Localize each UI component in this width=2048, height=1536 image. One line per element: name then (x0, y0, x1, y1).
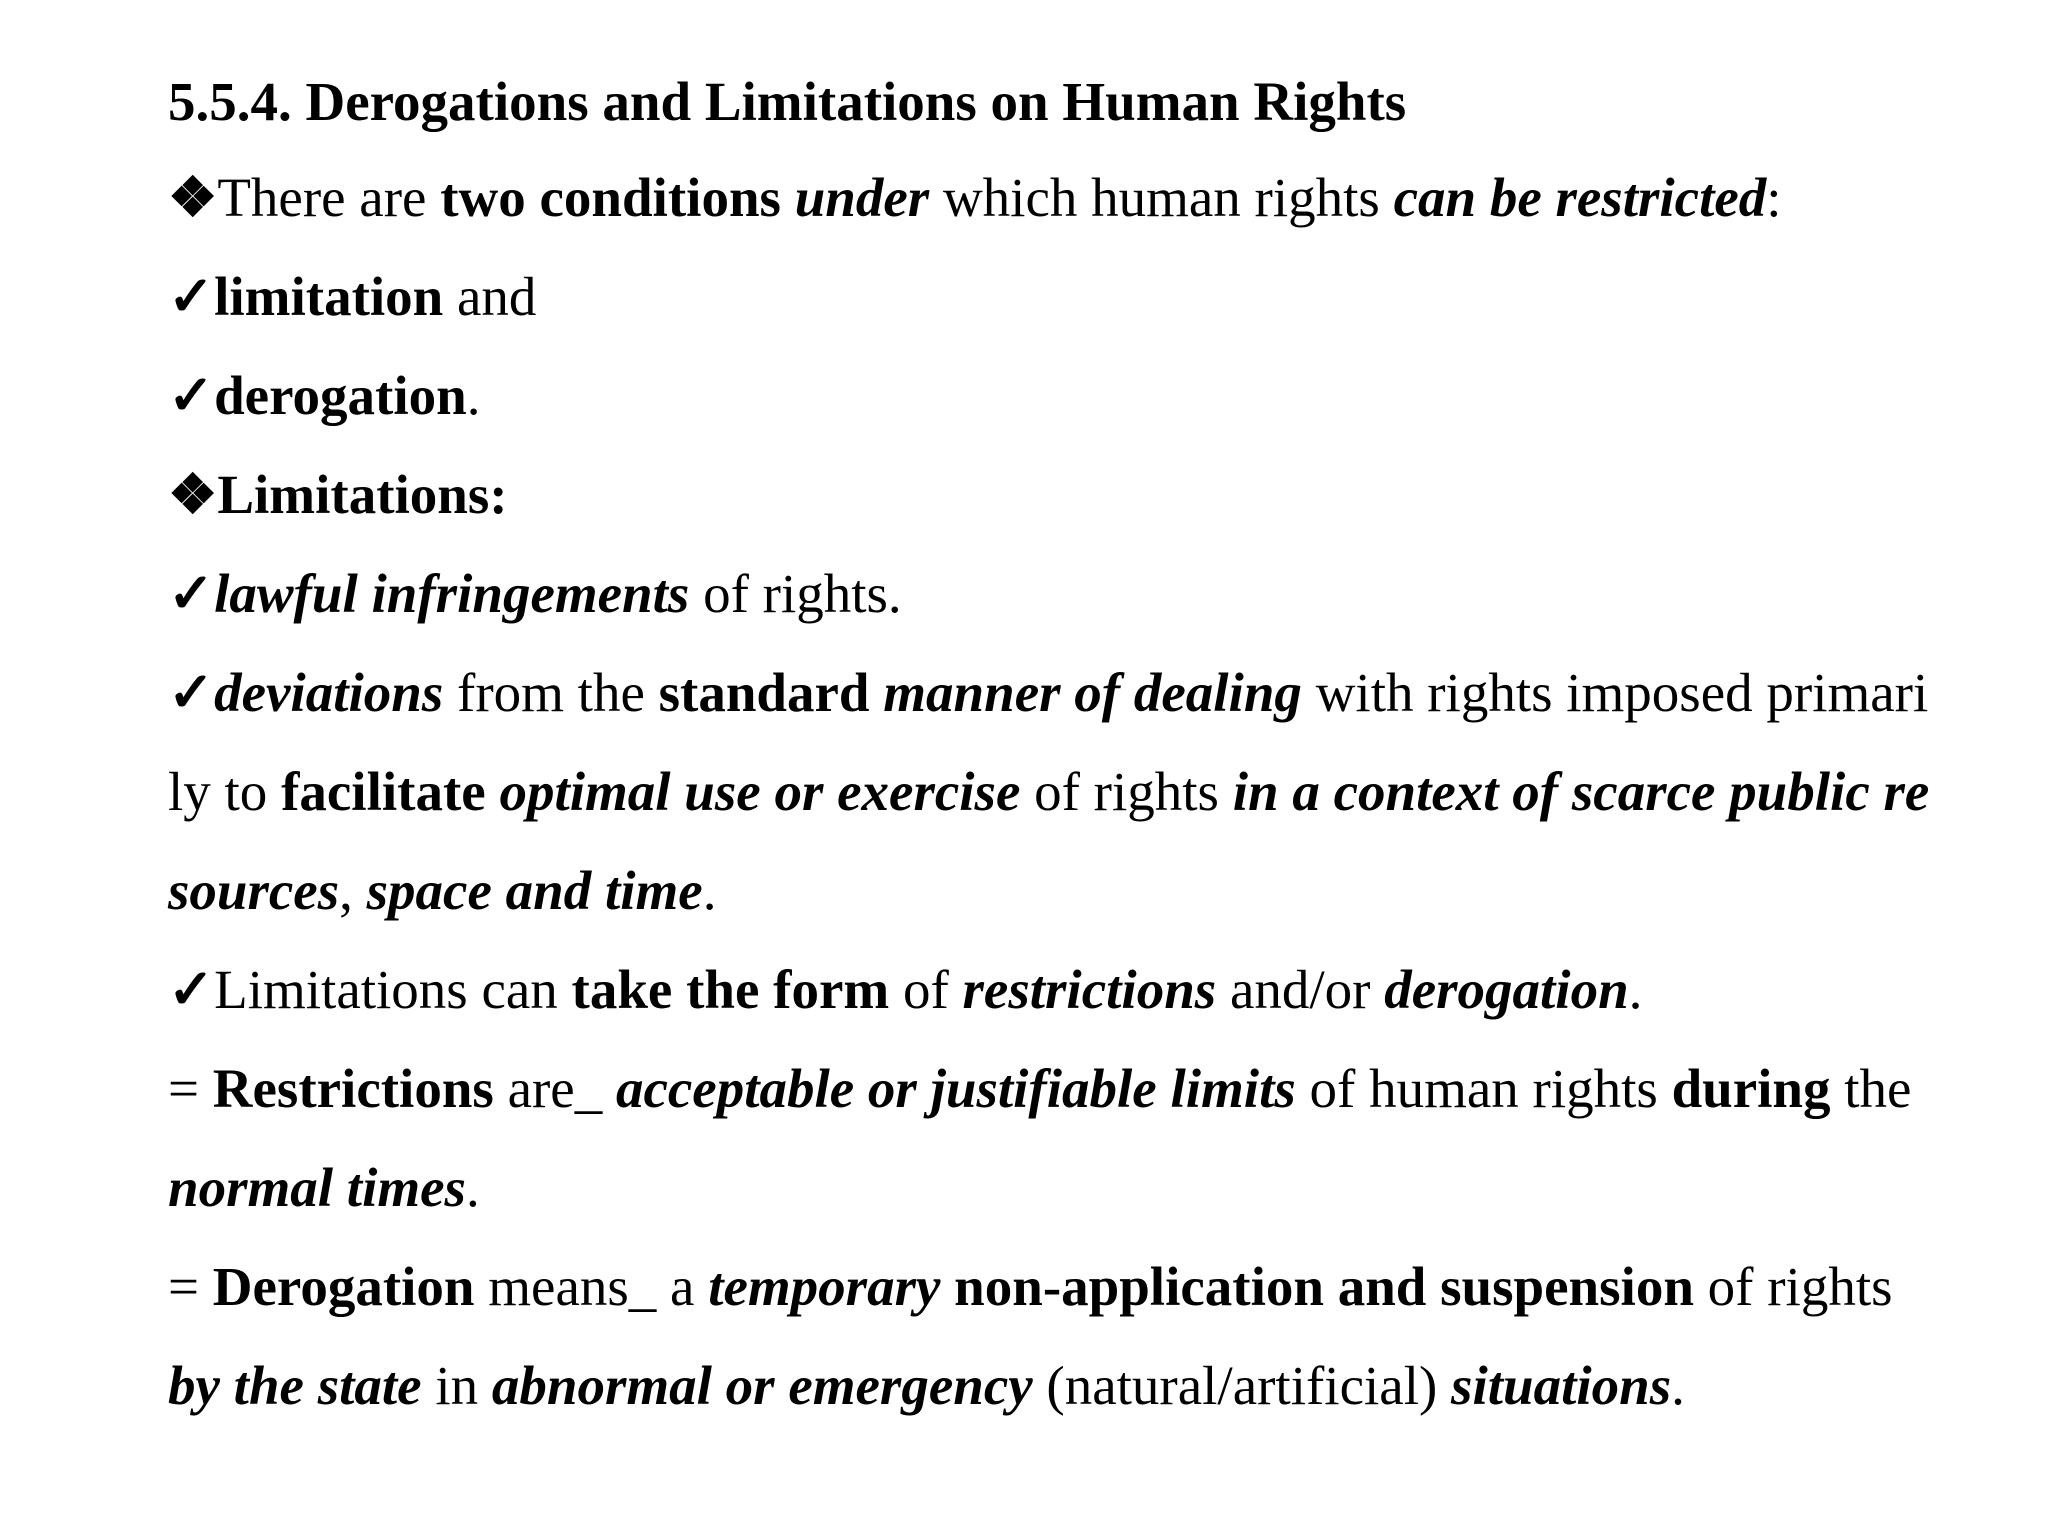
text-line (168, 1049, 1928, 1148)
text-segment: lawful infringements (214, 563, 690, 624)
text-line (168, 752, 1928, 851)
text-segment: two conditions (440, 167, 781, 228)
text-segment: space and time (366, 860, 703, 921)
text-segment: There are (217, 167, 441, 228)
text-segment: non-application and suspension (954, 1256, 1694, 1317)
text-segment: are_ (493, 1058, 616, 1119)
text-segment (940, 1256, 954, 1317)
text-segment: (natural/artificial) (1032, 1355, 1452, 1416)
text-segment: standard (658, 662, 870, 723)
text-segment: in a context of scarce public re (1232, 761, 1930, 822)
text-segment: situations (1451, 1355, 1672, 1416)
text-segment: optimal use or exercise (499, 761, 1021, 822)
document-body (168, 158, 1928, 1445)
text-segment: of rights (1020, 761, 1233, 822)
text-segment: and/or (1216, 959, 1385, 1020)
text-segment: from the (443, 662, 659, 723)
text-segment: deviations (214, 662, 444, 723)
check-bullet-icon: ✓ (168, 266, 215, 327)
check-bullet-icon: ✓ (168, 959, 215, 1020)
text-segment: facilitate (281, 761, 486, 822)
text-segment: . (465, 1157, 480, 1218)
text-segment: derogation (214, 365, 467, 426)
text-segment: under (794, 167, 930, 228)
text-segment: acceptable or justifiable limits (615, 1058, 1296, 1119)
text-line (168, 1346, 1928, 1445)
text-segment (486, 761, 500, 822)
text-line (168, 554, 1928, 653)
text-segment: can be restricted (1393, 167, 1767, 228)
text-segment (781, 167, 795, 228)
text-segment: limitation (214, 266, 444, 327)
text-segment: : (1766, 167, 1782, 228)
check-bullet-icon: ✓ (168, 365, 215, 426)
text-line (168, 950, 1928, 1049)
diamond-bullet-icon: ❖ (168, 167, 218, 228)
text-line (168, 1148, 1928, 1247)
text-line (168, 158, 1928, 257)
document-page (168, 62, 1928, 1445)
text-segment: = (168, 1256, 213, 1317)
check-bullet-icon: ✓ (168, 662, 215, 723)
diamond-bullet-icon: ❖ (168, 464, 218, 525)
text-segment: . (1628, 959, 1643, 1020)
text-segment: of rights. (689, 563, 902, 624)
text-segment: which human rights (929, 167, 1394, 228)
text-segment: derogation (1384, 959, 1629, 1020)
section-heading: 5.5.4. Derogations and Limitations on Human Rights (168, 71, 1407, 132)
text-segment: and (443, 266, 537, 327)
text-segment: Restrictions (212, 1058, 494, 1119)
text-segment: of rights (1693, 1256, 1893, 1317)
text-line (168, 257, 1928, 356)
text-segment: temporary (708, 1256, 941, 1317)
text-line (168, 653, 1928, 752)
text-segment: abnormal or emergency (491, 1355, 1033, 1416)
text-segment: sources (168, 860, 340, 921)
text-segment: means_ a (474, 1256, 709, 1317)
text-segment: of (889, 959, 963, 1020)
text-segment: , (339, 860, 367, 921)
text-segment: by the state (168, 1355, 422, 1416)
text-segment: = (168, 1058, 213, 1119)
text-segment: with rights imposed primari (1301, 662, 1929, 723)
text-segment: Derogation (212, 1256, 475, 1317)
text-segment: during (1671, 1058, 1831, 1119)
text-segment: restrictions (962, 959, 1217, 1020)
text-segment: Limitations: (217, 464, 508, 525)
check-bullet-icon: ✓ (168, 563, 215, 624)
text-segment: manner of dealing (883, 662, 1302, 723)
text-segment: ly to (168, 761, 282, 822)
text-segment: . (1671, 1355, 1685, 1416)
text-segment (870, 662, 884, 723)
text-segment: . (466, 365, 481, 426)
text-segment: the (1830, 1058, 1912, 1119)
text-segment: take the form (571, 959, 890, 1020)
text-segment: of human rights (1295, 1058, 1672, 1119)
text-segment: in (421, 1355, 492, 1416)
text-line (168, 356, 1928, 455)
text-line (168, 851, 1928, 950)
text-line (168, 1247, 1928, 1346)
text-segment: Limitations can (214, 959, 572, 1020)
text-segment: normal times (168, 1157, 466, 1218)
text-line (168, 455, 1928, 554)
text-segment: . (702, 860, 717, 921)
